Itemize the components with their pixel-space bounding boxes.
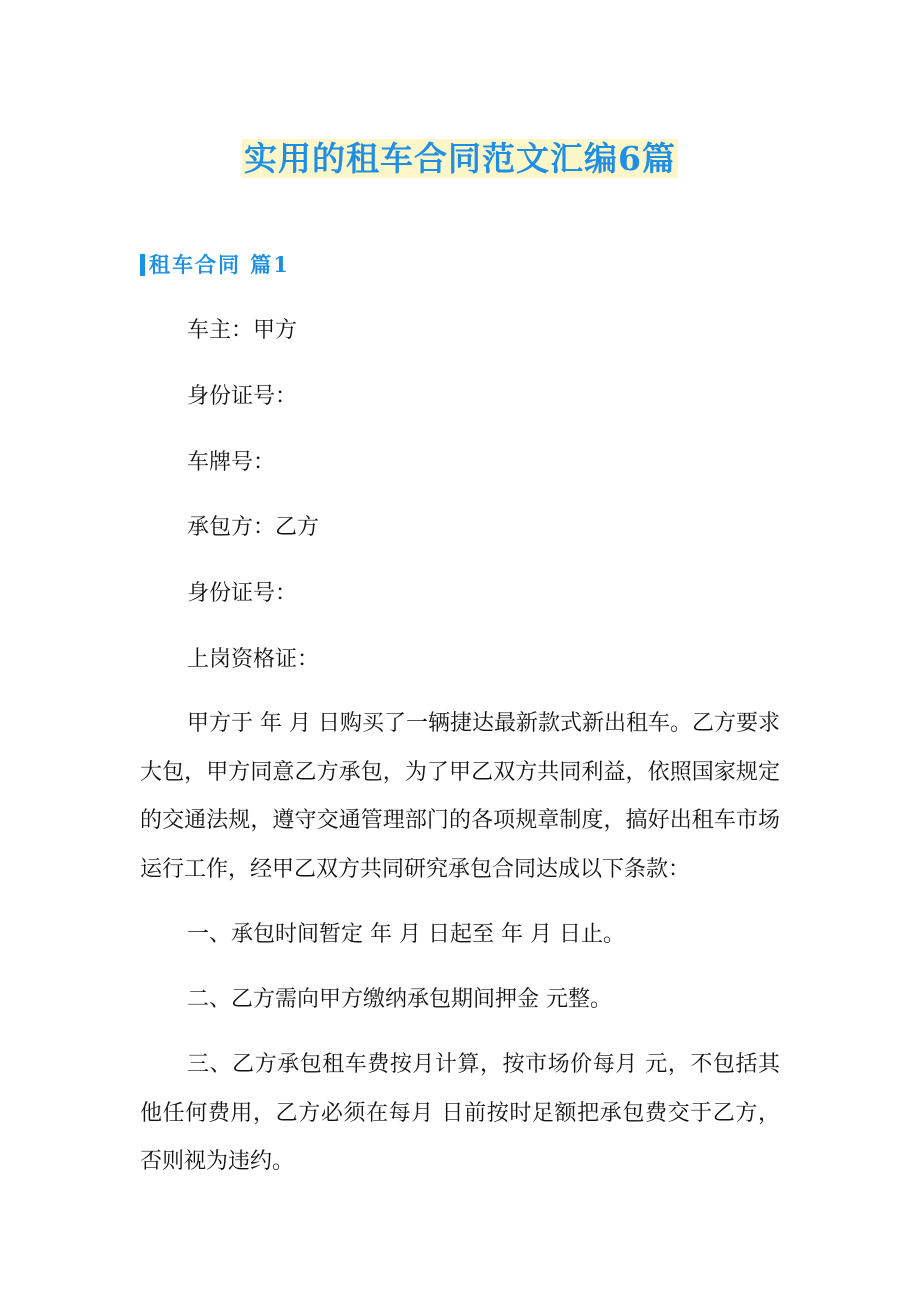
paragraph-clause-3: 三、乙方承包租车费按月计算，按市场价每月 元，不包括其他任何费用，乙方必须在每月 日前按时足额把承包费交于乙方，否则视为违约。	[140, 1052, 780, 1174]
field-contractor-id-number: 身份证号：	[187, 581, 298, 606]
paragraph-clause-2: 二、乙方需向甲方缴纳承包期间押金 元整。	[187, 987, 612, 1012]
field-contractor: 承包方：乙方	[187, 515, 320, 540]
paragraph-clause-1: 一、承包时间暂定 年 月 日起至 年 月 日止。	[187, 922, 625, 947]
field-work-qualification: 上岗资格证：	[187, 647, 320, 672]
document-title-text: 实用的租车合同范文汇编6篇	[244, 139, 676, 178]
field-car-owner: 车主：甲方	[187, 318, 298, 343]
heading-marker-bar	[140, 254, 145, 276]
field-owner-id-number: 身份证号：	[187, 384, 298, 409]
field-plate-number: 车牌号：	[187, 450, 276, 475]
paragraph-intro: 甲方于 年 月 日购买了一辆捷达最新款式新出租车。乙方要求大包，甲方同意乙方承包，为了甲乙双方共同利益，依照国家规定的交通法规，遵守交通管理部门的各项规章制度，搞好出租车市场运行工作，经甲乙双方共同研究承包合同达成以下条款：	[140, 711, 780, 882]
section-heading	[140, 250, 290, 280]
section-heading-text: 租车合同 篇1	[149, 252, 290, 277]
document-title	[0, 133, 920, 185]
